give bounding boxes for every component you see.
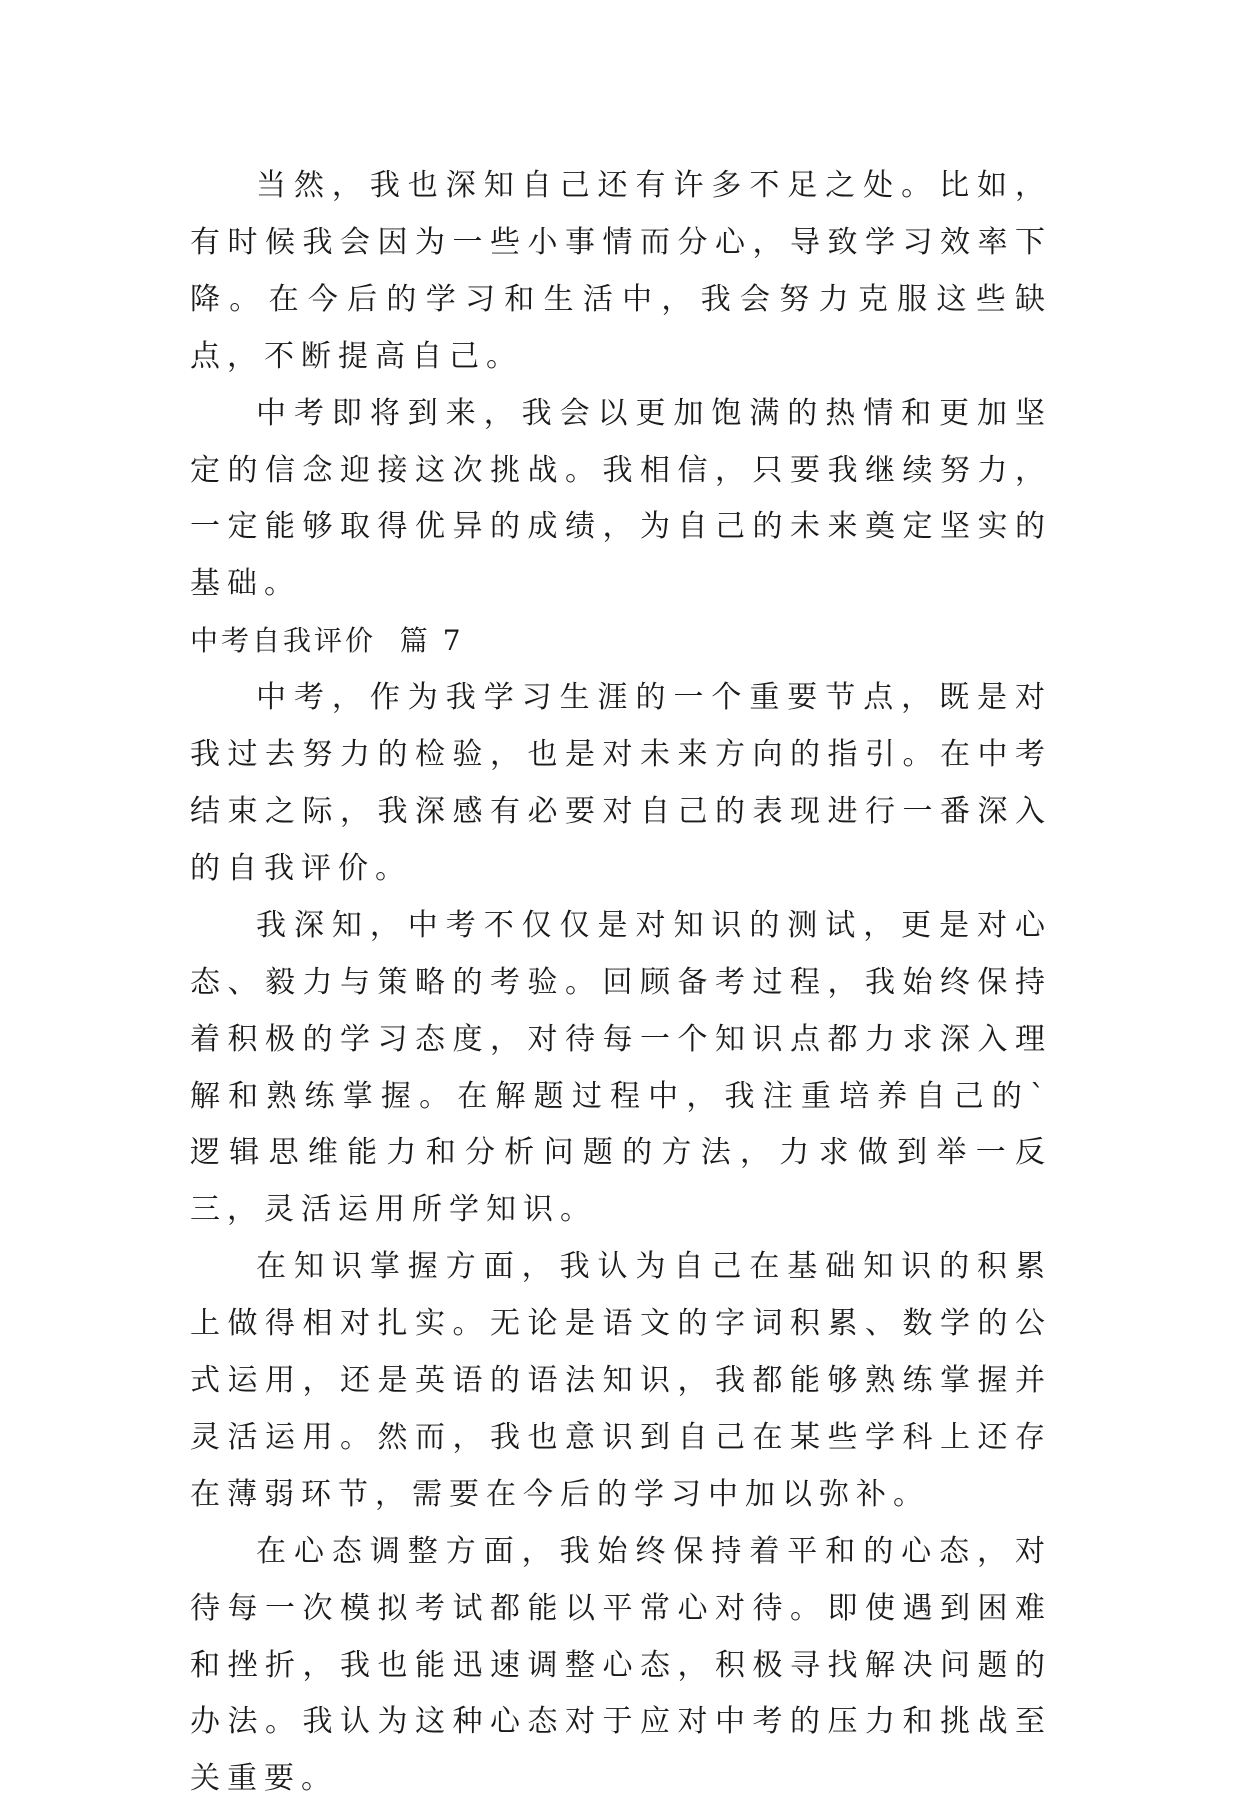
paragraph: 在知识掌握方面，我认为自己在基础知识的积累上做得相对扎实。无论是语文的字词积累、数学的公式运用，还是英语的语法知识，我都能够熟练掌握并灵活运用。然而，我也意识到自己在某些学科上还存在薄弱环节，需要在今后的学习中加以弥补。 <box>190 1249 1052 1512</box>
paragraph: 中考即将到来，我会以更加饱满的热情和更加坚定的信念迎接这次挑战。我相信，只要我继续努力，一定能够取得优异的成绩，为自己的未来奠定坚实的基础。 <box>190 395 1052 602</box>
paragraph: 中考，作为我学习生涯的一个重要节点，既是对我过去努力的检验，也是对未来方向的指引。在中考结束之际，我深感有必要对自己的表现进行一番深入的自我评价。 <box>190 680 1052 886</box>
paragraph: 在心态调整方面，我始终保持着平和的心态，对待每一次模拟考试都能以平常心对待。即使遇到困难和挫折，我也能迅速调整心态，积极寻找解决问题的办法。我认为这种心态对于应对中考的压力和挑战至关重要。 <box>190 1533 1052 1797</box>
section-title: 中考自我评价 篇 7 <box>190 624 464 658</box>
paragraph: 我深知，中考不仅仅是对知识的测试，更是对心态、毅力与策略的考验。回顾备考过程，我始终保持着积极的学习态度，对待每一个知识点都力求深入理解和熟练掌握。在解题过程中，我注重培养自己的`逻辑思维能力和分析问题的方法，力求做到举一反三，灵活运用所学知识。 <box>190 907 1052 1228</box>
document-body <box>190 158 1052 1808</box>
paragraph: 当然，我也深知自己还有许多不足之处。比如，有时候我会因为一些小事情而分心，导致学习效率下降。在今后的学习和生活中，我会努力克服这些缺点，不断提高自己。 <box>190 168 1052 374</box>
